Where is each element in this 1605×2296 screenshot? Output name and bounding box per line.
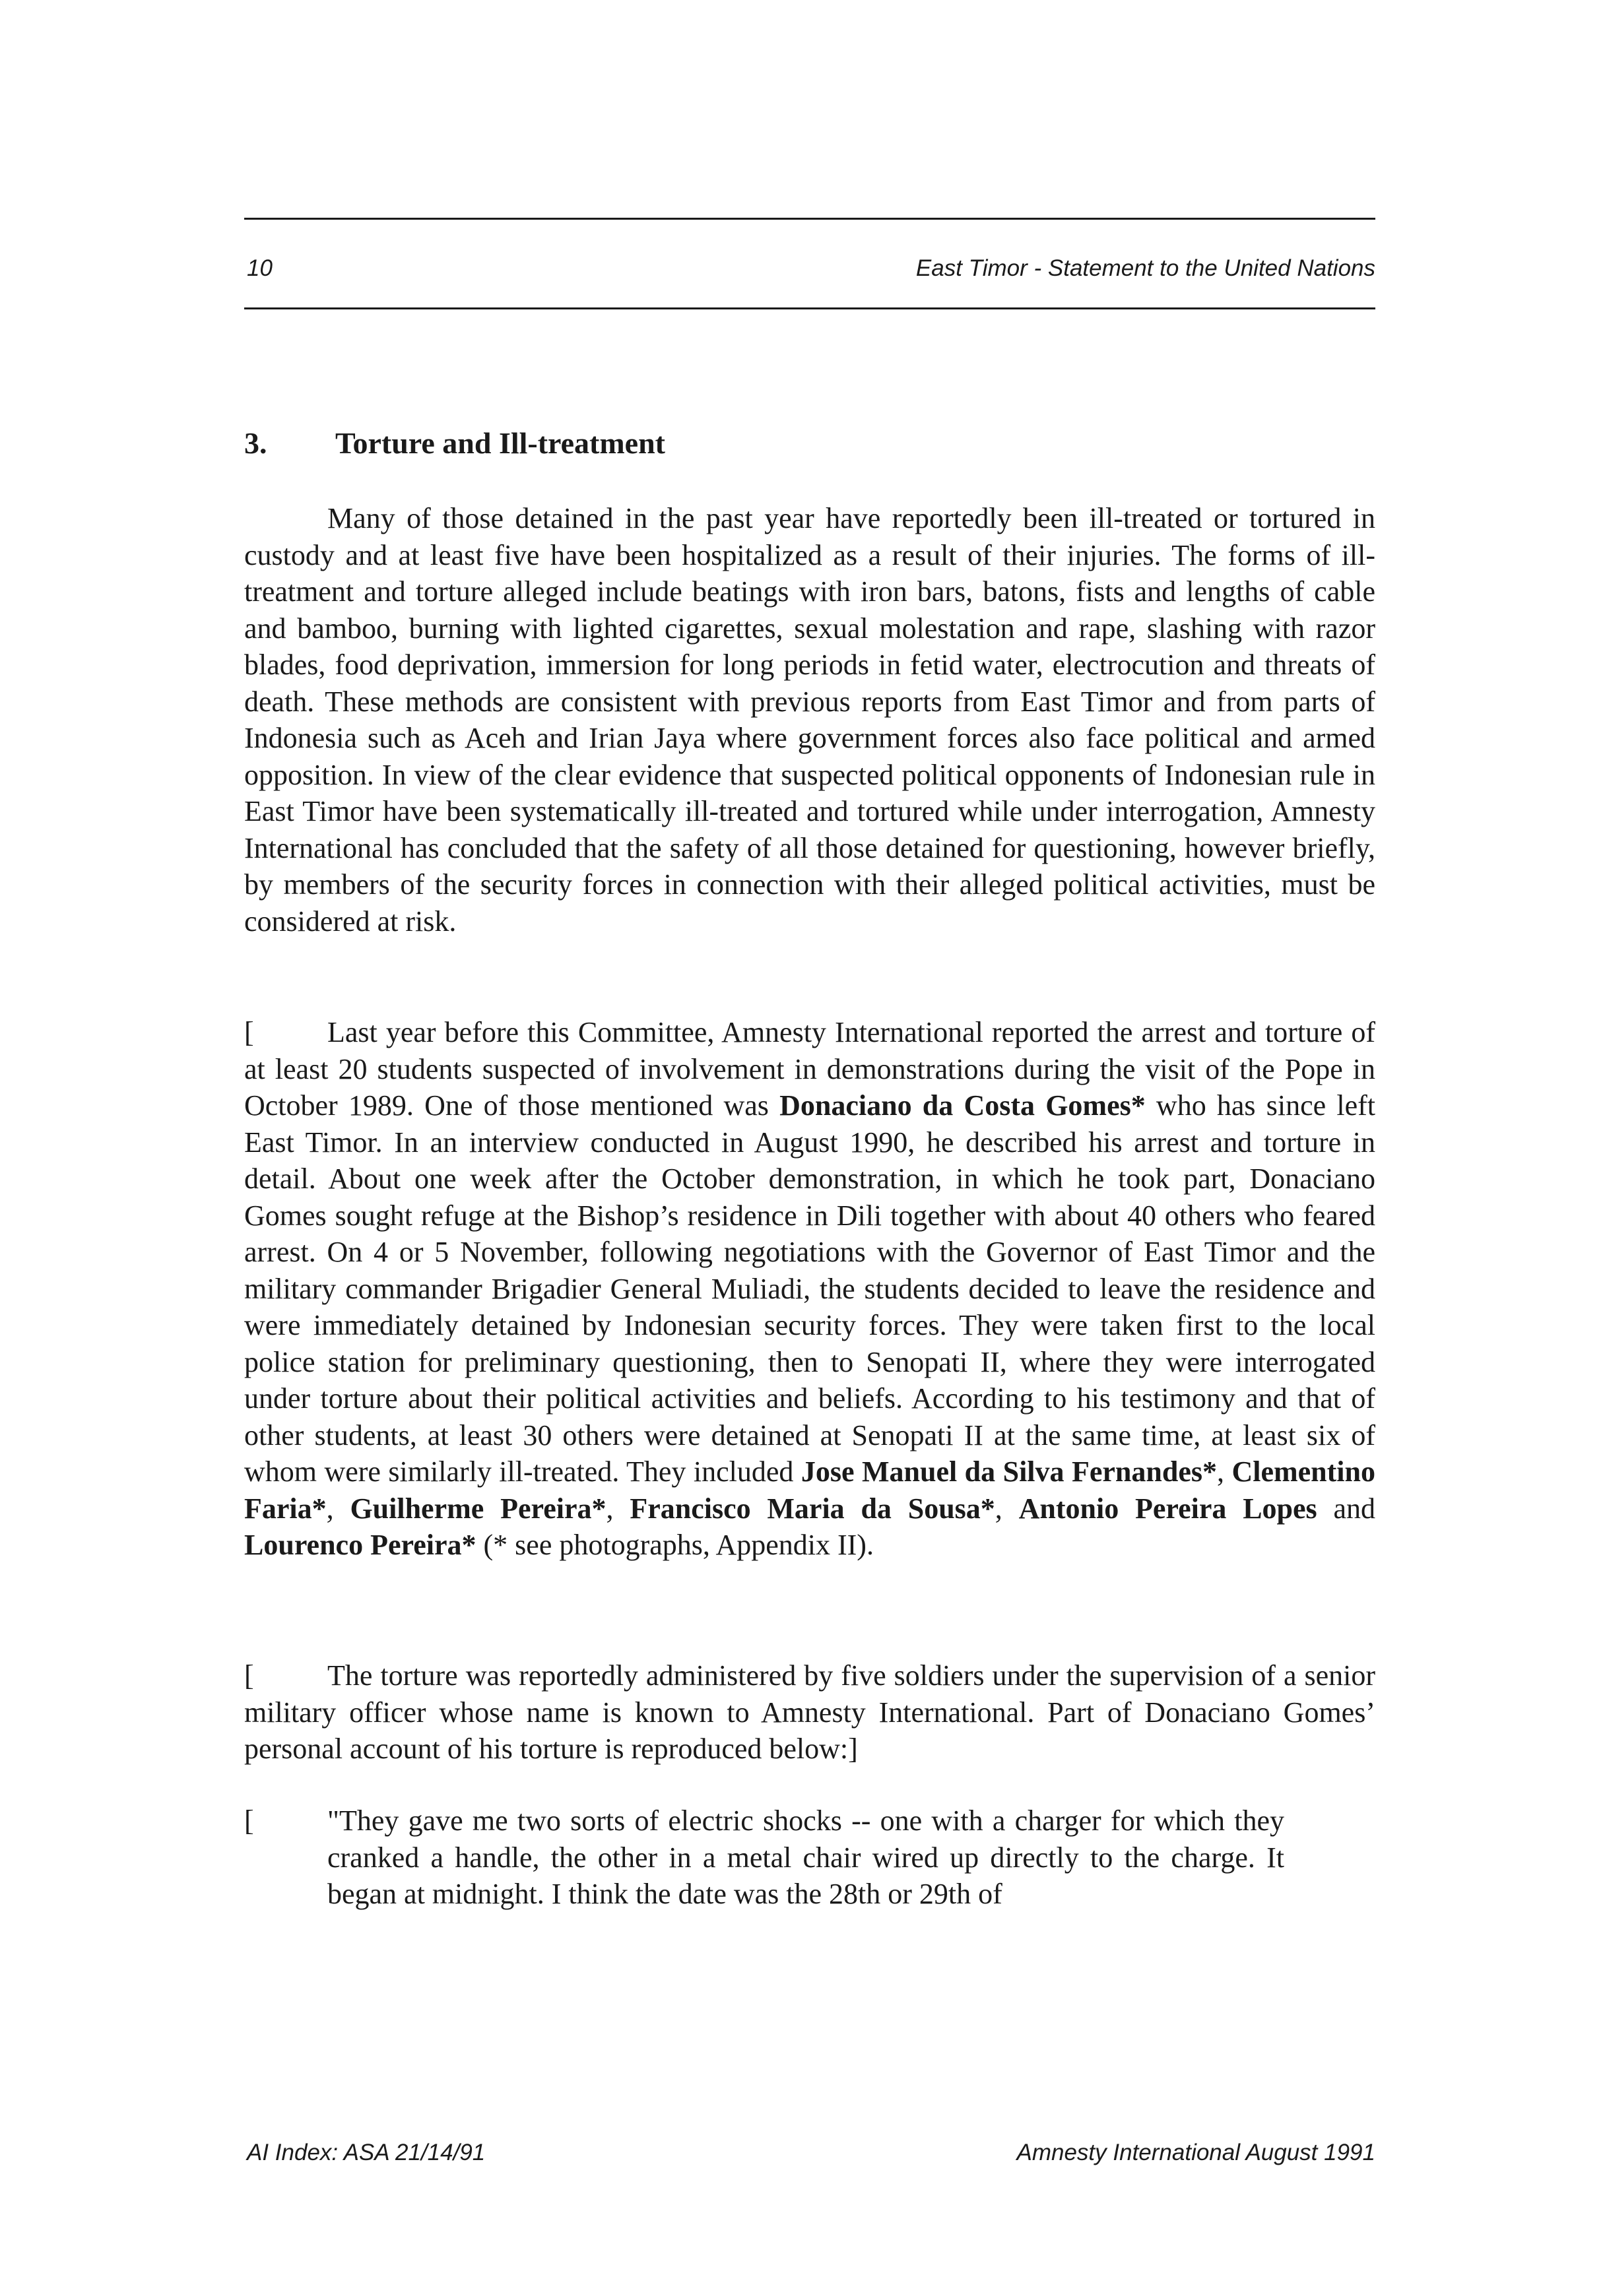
edit-bracket: [	[244, 1804, 254, 1837]
footer-publisher-date: Amnesty International August 1991	[1016, 2140, 1375, 2165]
paragraph-text: ,	[326, 1492, 350, 1525]
paragraph-text: The torture was reportedly administered by five soldiers under the supervision of a senior military officer whose name is known to Amnesty International. Part of Donaciano Gomes’ personal account of his torture is reproduced below:]	[244, 1659, 1375, 1765]
person-name: Francisco Maria da Sousa*	[630, 1492, 995, 1525]
page-number: 10	[247, 255, 273, 281]
paragraph-text: ,	[995, 1492, 1019, 1525]
paragraph-text: and	[1317, 1492, 1375, 1525]
paragraph-text: (* see photographs, Appendix II).	[476, 1529, 874, 1561]
paragraph-torture-administered	[244, 1657, 1375, 1768]
paragraph-text: ,	[606, 1492, 630, 1525]
person-name: Guilherme Pereira*	[350, 1492, 606, 1525]
edit-bracket: [	[244, 1659, 254, 1692]
header-bottom-rule	[244, 307, 1375, 309]
person-name: Clementino Faria*	[244, 1455, 1375, 1525]
person-name: Antonio Pereira Lopes	[1018, 1492, 1317, 1525]
edit-bracket: [	[244, 1016, 254, 1048]
paragraph-text: who has since left East Timor. In an interview conducted in August 1990, he described his arrest and torture in detail. About one week after the October demonstration, in which he took part, Donaciano Gomes sought refuge at the Bishop’s residence in Dili together with about 40 others who feared arrest. On 4 or 5 November, following negotiations with the Governor of East Timor and the military commander Brigadier General Muliadi, the students decided to leave the residence and were immediately detained by Indonesian security forces. They were taken first to the local police station for preliminary questioning, then to Senopati II, where they were interrogated under torture about their political activities and beliefs. According to his testimony and that of other students, at least 30 others were detained at Senopati II at the same time, at least six of whom were similarly ill-treated. They included	[244, 1089, 1375, 1488]
paragraph-text: ,	[1217, 1455, 1232, 1488]
section-heading	[244, 424, 665, 463]
person-name: Donaciano da Costa Gomes*	[779, 1089, 1146, 1122]
paragraph-torture-overview: Many of those detained in the past year have reportedly been ill-treated or tortured in custody and at least five have been hospitalized as a result of their injuries. The forms of ill-treatment and torture alleged include beatings with iron bars, batons, fists and lengths of cable and bamboo, burning with lighted cigarettes, sexual molestation and rape, slashing with razor blades, food deprivation, immersion for long periods in fetid water, electrocution and threats of death. These methods are consistent with previous reports from East Timor and from parts of Indonesia such as Aceh and Irian Jaya where government forces also face political and armed opposition. In view of the clear evidence that suspected political opponents of Indonesian rule in East Timor have been systematically ill-treated and tortured while under interrogation, Amnesty International has concluded that the safety of all those detained for questioning, however briefly, by members of the security forces in connection with their alleged political activities, must be considered at risk.	[244, 502, 1375, 938]
running-title: East Timor - Statement to the United Nations	[915, 255, 1375, 281]
quote-text: "They gave me two sorts of electric shocks -- one with a charger for which they cranked a handle, the other in a metal chair wired up directly to the charge. It began at midnight. I think the date was the 28th or 29th of	[327, 1804, 1284, 1910]
footer-index: AI Index: ASA 21/14/91	[247, 2140, 486, 2165]
header-top-rule	[244, 218, 1375, 220]
paragraph-text: Last year before this Committee, Amnesty International reported the arrest and torture of at least 20 students suspected of involvement in demonstrations during the visit of the Pope in October 1989. One of those mentioned was	[244, 1016, 1375, 1122]
person-name: Jose Manuel da Silva Fernandes*	[801, 1455, 1217, 1488]
section-number: 3.	[244, 426, 267, 460]
section-title: Torture and Ill-treatment	[335, 426, 666, 460]
person-name: Lourenco Pereira*	[244, 1529, 476, 1561]
testimony-quote	[244, 1802, 1375, 1913]
paragraph-donaciano-arrest	[244, 1014, 1375, 1564]
